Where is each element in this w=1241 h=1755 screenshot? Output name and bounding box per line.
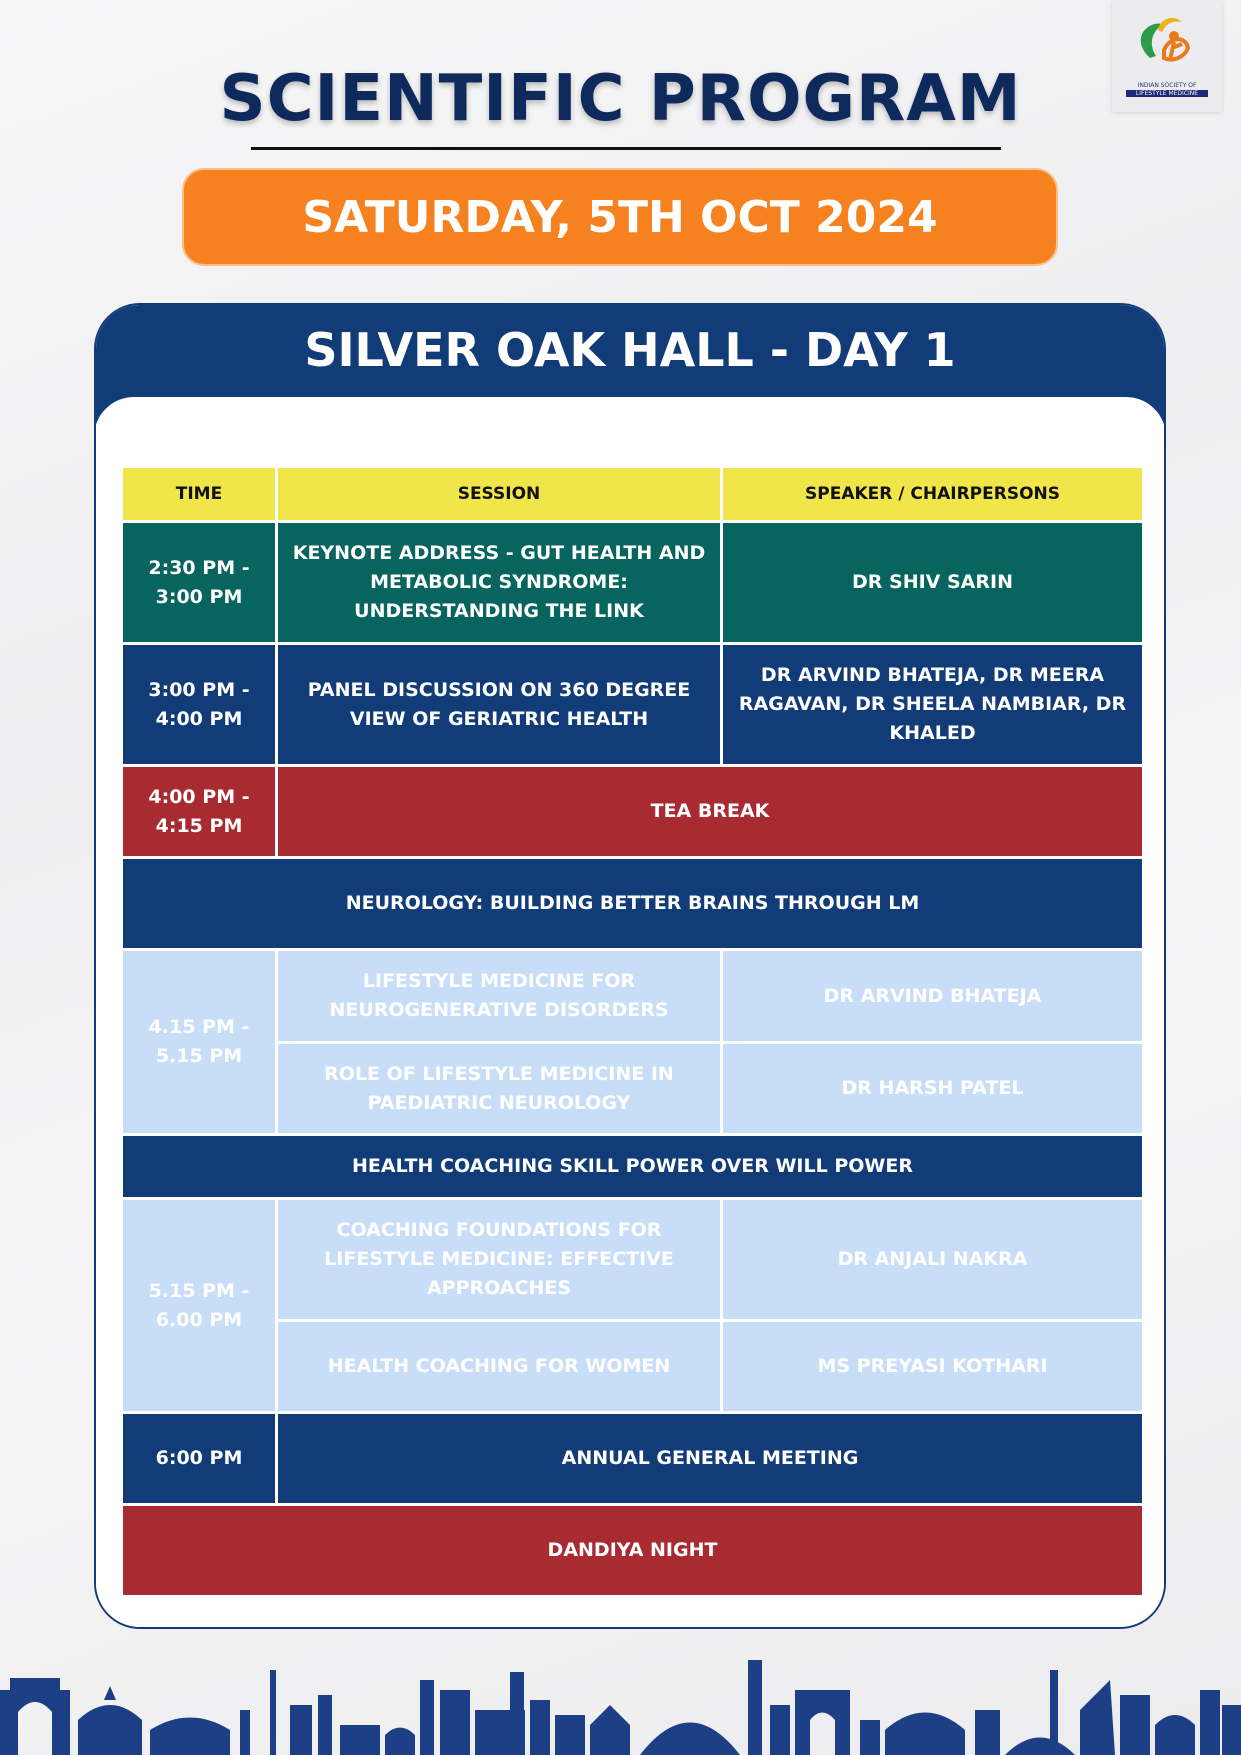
- page-title: SCIENTIFIC PROGRAM: [219, 62, 1022, 136]
- time-cell: 4:00 PM - 4:15 PM: [122, 766, 277, 858]
- time-cell: 5.15 PM - 6.00 PM: [122, 1199, 277, 1413]
- time-cell: 6:00 PM: [122, 1413, 277, 1505]
- time-cell: 2:30 PM - 3:00 PM: [122, 522, 277, 644]
- section-title: DANDIYA NIGHT: [122, 1505, 1144, 1597]
- session-cell: ROLE OF LIFESTYLE MEDICINE IN PAEDIATRIC NEUROLOGY: [277, 1043, 722, 1135]
- header-session: SESSION: [277, 467, 722, 522]
- section-row: [122, 1505, 1144, 1597]
- logo-line-1: INDIAN SOCIETY OF: [1137, 82, 1197, 89]
- city-skyline: [0, 1650, 1241, 1755]
- session-cell: LIFESTYLE MEDICINE FOR NEUROGENERATIVE DISORDERS: [277, 950, 722, 1043]
- section-row: [122, 858, 1144, 950]
- session-cell: PANEL DISCUSSION ON 360 DEGREE VIEW OF GERIATRIC HEALTH: [277, 644, 722, 766]
- time-cell: 4.15 PM - 5.15 PM: [122, 950, 277, 1135]
- table-header-row: [122, 467, 1144, 522]
- table-row-break: [122, 766, 1144, 858]
- speaker-cell: DR ARVIND BHATEJA: [722, 950, 1144, 1043]
- date-banner: [182, 168, 1058, 266]
- session-cell: COACHING FOUNDATIONS FOR LIFESTYLE MEDICINE: EFFECTIVE APPROACHES: [277, 1199, 722, 1321]
- speaker-cell: DR ARVIND BHATEJA, DR MEERA RAGAVAN, DR SHEELA NAMBIAR, DR KHALED: [722, 644, 1144, 766]
- speaker-cell: DR ANJALI NAKRA: [722, 1199, 1144, 1321]
- table-row: [122, 522, 1144, 644]
- table-row: [122, 950, 1144, 1043]
- header-time: TIME: [122, 467, 277, 522]
- speaker-cell: MS PREYASI KOTHARI: [722, 1321, 1144, 1413]
- speaker-cell: DR HARSH PATEL: [722, 1043, 1144, 1135]
- hall-title: SILVER OAK HALL - DAY 1: [304, 323, 956, 377]
- session-cell: HEALTH COACHING FOR WOMEN: [277, 1321, 722, 1413]
- header-speaker: SPEAKER / CHAIRPERSONS: [722, 467, 1144, 522]
- date-text: SATURDAY, 5TH OCT 2024: [302, 191, 938, 243]
- session-cell: TEA BREAK: [277, 766, 1144, 858]
- logo-line-2: LIFESTYLE MEDICINE: [1126, 90, 1208, 97]
- table-row: [122, 644, 1144, 766]
- section-row: [122, 1135, 1144, 1199]
- speaker-cell: DR SHIV SARIN: [722, 522, 1144, 644]
- time-cell: 3:00 PM - 4:00 PM: [122, 644, 277, 766]
- title-underline: [251, 147, 1001, 150]
- table-row: [122, 1199, 1144, 1321]
- program-table: [120, 465, 1145, 1598]
- session-cell: KEYNOTE ADDRESS - GUT HEALTH AND METABOLIC SYNDROME: UNDERSTANDING THE LINK: [277, 522, 722, 644]
- section-title: HEALTH COACHING SKILL POWER OVER WILL POWER: [122, 1135, 1144, 1199]
- table-row: [122, 1413, 1144, 1505]
- session-cell: ANNUAL GENERAL MEETING: [277, 1413, 1144, 1505]
- section-title: NEUROLOGY: BUILDING BETTER BRAINS THROUGH LM: [122, 858, 1144, 950]
